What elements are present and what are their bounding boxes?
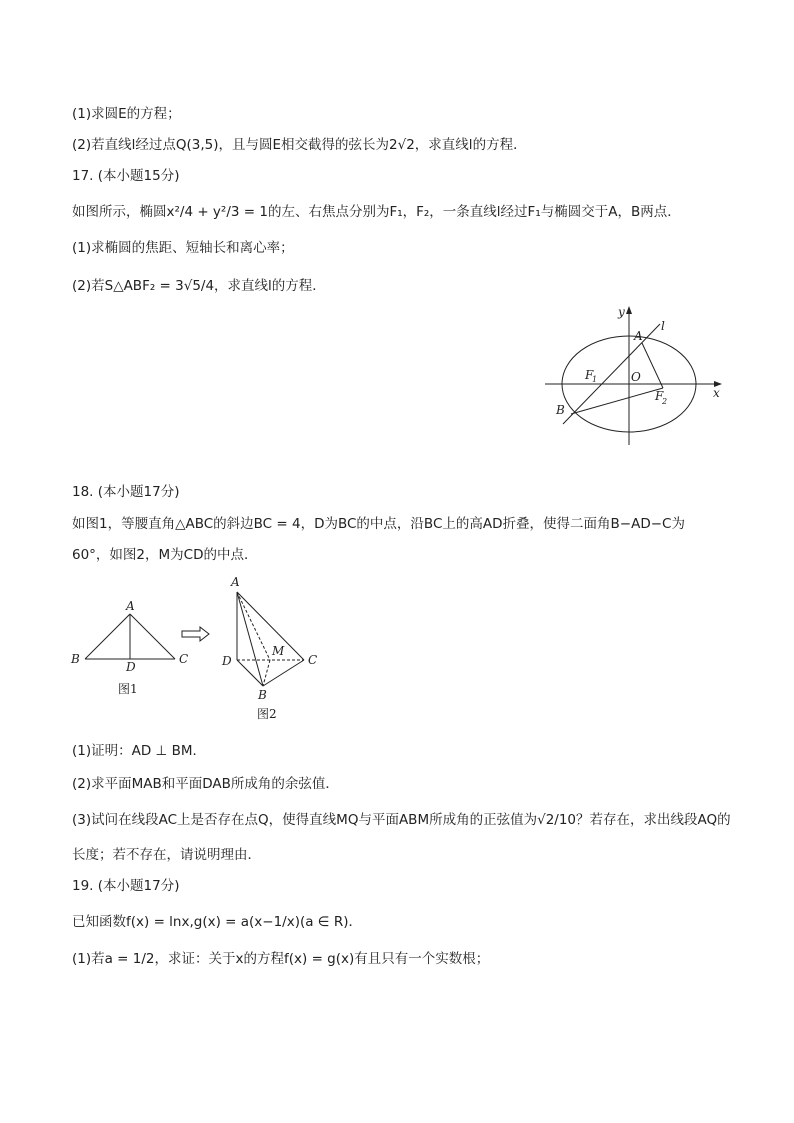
q19-header: 19. (本小题17分) bbox=[72, 878, 180, 894]
point-b-label: B bbox=[556, 403, 565, 417]
q18-part1: (1)证明：AD ⊥ BM． bbox=[72, 743, 207, 759]
fig1-point-d: D bbox=[126, 660, 136, 674]
q18-part2: (2)求平面MAB和平面DAB所成角的余弦值． bbox=[72, 776, 339, 792]
fig1-caption: 图1 bbox=[118, 682, 138, 696]
fig2-point-b: B bbox=[258, 688, 267, 702]
fig1-point-b: B bbox=[71, 652, 80, 666]
ellipse-figure bbox=[540, 300, 730, 450]
fig2-caption: 图2 bbox=[257, 707, 277, 721]
focus-f2-sub: 2 bbox=[662, 397, 668, 406]
q18-header: 18. (本小题17分) bbox=[72, 484, 180, 500]
q18-part3-line2: 长度；若不存在，请说明理由． bbox=[72, 847, 261, 863]
q18-intro-line2: 60°，如图2，M为CD的中点． bbox=[72, 547, 258, 563]
q19-part1: (1)若a = 1/2，求证：关于x的方程f(x) = g(x)有且只有一个实数根； bbox=[72, 951, 490, 967]
q19-intro: 已知函数f(x) = lnx,g(x) = a(x−1/x)(a ∈ R)． bbox=[72, 914, 363, 930]
axis-y-label: y bbox=[618, 305, 625, 319]
focus-f1-sub: 1 bbox=[592, 375, 598, 384]
q17-part1: (1)求椭圆的焦距、短轴长和离心率； bbox=[72, 240, 294, 256]
q16-part2: (2)若直线l经过点Q(3,5)，且与圆E相交截得的弦长为2√2，求直线l的方程． bbox=[72, 137, 527, 153]
line-l-label: l bbox=[661, 319, 665, 333]
q17-intro: 如图所示，椭圆x²/4 + y²/3 = 1的左、右焦点分别为F₁，F₂，一条直线l经过F₁与椭圆交于A，B两点． bbox=[72, 204, 681, 220]
fig2-point-a: A bbox=[231, 575, 240, 589]
q17-part2: (2)若S△ABF₂ = 3√5/4，求直线l的方程． bbox=[72, 278, 326, 294]
focus-f1-label: F bbox=[585, 368, 594, 382]
fold-arrow-icon bbox=[182, 627, 209, 641]
fold-figures bbox=[60, 572, 350, 727]
focus-f2-label: F bbox=[655, 389, 664, 403]
fig2-point-c: C bbox=[308, 653, 318, 667]
fig2-point-d: D bbox=[222, 654, 232, 668]
fig2-point-m: M bbox=[272, 644, 285, 658]
q17-header: 17. (本小题15分) bbox=[72, 168, 180, 184]
fig1-point-c: C bbox=[179, 652, 189, 666]
axis-x-label: x bbox=[713, 386, 720, 400]
point-a-label: A bbox=[634, 329, 643, 343]
fig1-point-a: A bbox=[126, 599, 135, 613]
q18-intro-line1: 如图1，等腰直角△ABC的斜边BC = 4，D为BC的中点，沿BC上的高AD折叠，使得二面角B−AD−C为 bbox=[72, 516, 685, 532]
q18-part3-line1: (3)试问在线段AC上是否存在点Q，使得直线MQ与平面ABM所成角的正弦值为√2/10？若存在，求出线段AQ的 bbox=[72, 812, 731, 828]
origin-label: O bbox=[631, 370, 641, 384]
q16-part1: (1)求圆E的方程； bbox=[72, 106, 181, 122]
